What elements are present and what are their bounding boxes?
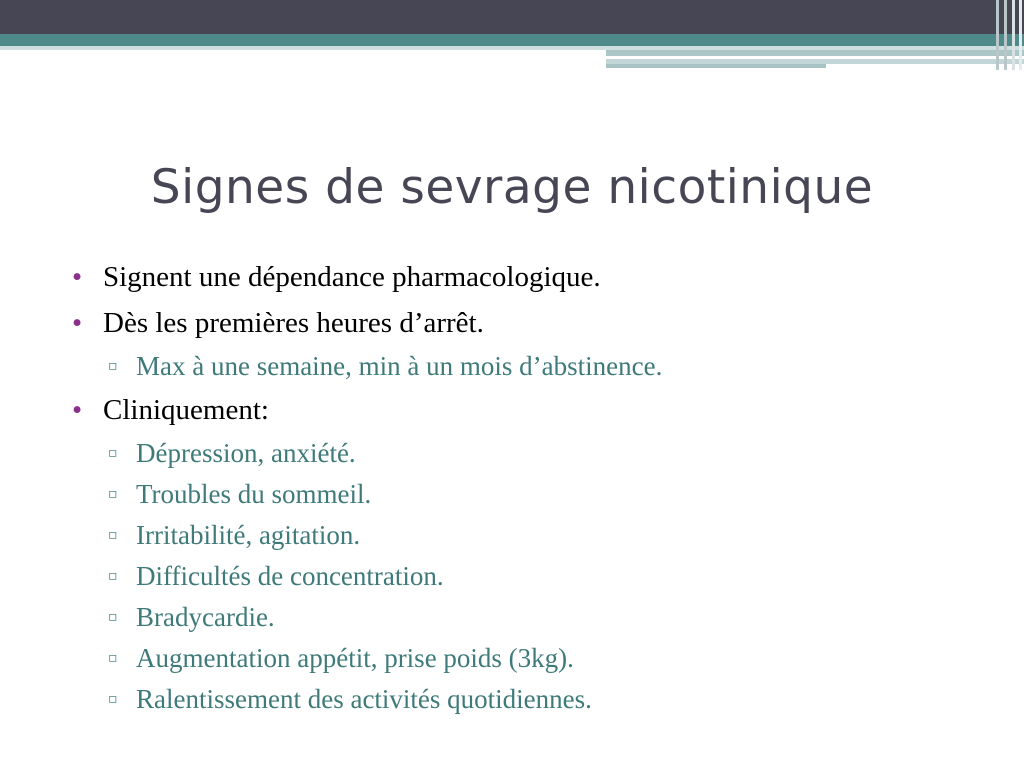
bullet-item bbox=[72, 387, 992, 433]
square-bullet-icon: ▫ bbox=[108, 486, 118, 502]
square-bullet-icon: ▫ bbox=[108, 358, 118, 374]
header-accent-strip bbox=[606, 64, 826, 68]
sub-bullet-text: Troubles du sommeil. bbox=[136, 479, 372, 509]
sub-bullet-item bbox=[72, 474, 992, 515]
square-bullet-icon: ▫ bbox=[108, 527, 118, 543]
header-dark-band bbox=[0, 0, 1024, 34]
sub-bullet-item bbox=[72, 433, 992, 474]
header-accent-strip bbox=[606, 50, 1024, 56]
sub-bullet-text: Dépression, anxiété. bbox=[136, 438, 356, 468]
sub-bullet-item bbox=[72, 515, 992, 556]
sub-bullet-item bbox=[72, 346, 992, 387]
bullet-dot-icon: • bbox=[72, 307, 83, 339]
sub-bullet-text: Difficultés de concentration. bbox=[136, 561, 444, 591]
bullet-item bbox=[72, 254, 992, 300]
sub-bullet-item bbox=[72, 556, 992, 597]
square-bullet-icon: ▫ bbox=[108, 691, 118, 707]
bullet-item bbox=[72, 300, 992, 346]
sub-bullet-text: Ralentissement des activités quotidiennes. bbox=[136, 684, 592, 714]
square-bullet-icon: ▫ bbox=[108, 650, 118, 666]
bullet-dot-icon: • bbox=[72, 261, 83, 293]
bullet-dot-icon: • bbox=[72, 394, 83, 426]
bullet-list bbox=[72, 254, 992, 720]
sub-bullet-item bbox=[72, 597, 992, 638]
sub-bullet-text: Max à une semaine, min à un mois d’abstinence. bbox=[136, 351, 663, 381]
sub-bullet-item bbox=[72, 638, 992, 679]
sub-bullet-text: Augmentation appétit, prise poids (3kg). bbox=[136, 643, 574, 673]
bullet-text: Dès les premières heures d’arrêt. bbox=[103, 307, 484, 339]
square-bullet-icon: ▫ bbox=[108, 445, 118, 461]
square-bullet-icon: ▫ bbox=[108, 568, 118, 584]
bullet-text: Cliniquement: bbox=[103, 394, 269, 426]
sub-bullet-text: Irritabilité, agitation. bbox=[136, 520, 361, 550]
square-bullet-icon: ▫ bbox=[108, 609, 118, 625]
bullet-text: Signent une dépendance pharmacologique. bbox=[103, 261, 601, 293]
sub-bullet-item bbox=[72, 679, 992, 720]
header-corner-lines bbox=[990, 0, 1024, 70]
slide-title: Signes de sevrage nicotinique bbox=[150, 160, 874, 215]
header-teal-band bbox=[0, 34, 1024, 46]
sub-bullet-text: Bradycardie. bbox=[136, 602, 275, 632]
